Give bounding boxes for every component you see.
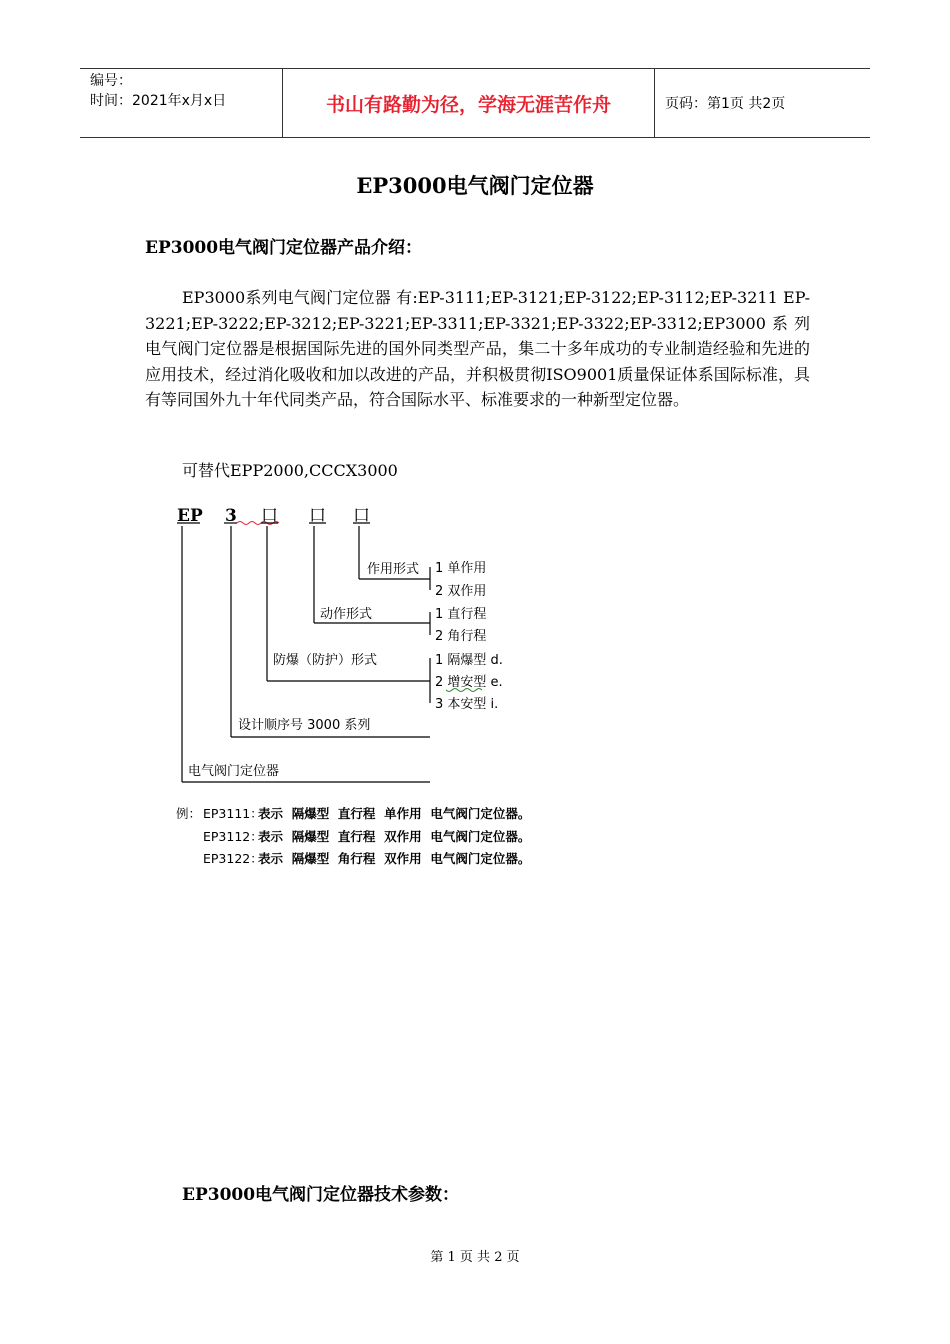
example-code-2: EP3112： xyxy=(203,829,263,844)
document-time-label: 时间：2021年x月x日 xyxy=(90,93,227,109)
page-footer: 第 1 页 共 2 页 xyxy=(430,1250,520,1265)
intro-heading: EP3000电气阀门定位器产品介绍： xyxy=(145,238,423,258)
model-code-diagram-svg xyxy=(170,500,550,875)
code-part-box-3: 口 xyxy=(353,506,370,526)
series-label: 设计顺序号 3000 系列 xyxy=(238,718,371,733)
option-linear-stroke: 1 直行程 xyxy=(435,607,487,622)
tech-params-heading: EP3000电气阀门定位器技术参数： xyxy=(182,1185,460,1205)
option-flameproof: 1 隔爆型 d. xyxy=(435,653,503,668)
code-part-series: 3 xyxy=(225,506,237,526)
example-code-1: EP3111： xyxy=(203,806,263,821)
header-motto: 书山有路勤为径，学海无涯苦作舟 xyxy=(282,69,655,137)
replacement-note: 可替代EPP2000,CCCX3000 xyxy=(182,461,398,480)
group-label-action-type: 作用形式 xyxy=(367,562,420,577)
document-title: EP3000电气阀门定位器 xyxy=(356,173,594,198)
example-code-3: EP3122： xyxy=(203,851,263,866)
document-number-label: 编号： xyxy=(90,73,132,89)
option-intrinsic-safety: 3 本安型 i. xyxy=(435,697,499,712)
group-label-explosion-type: 防爆（防护）形式 xyxy=(273,653,378,668)
intro-paragraph-text: EP3000系列电气阀门定位器 有:EP-3111;EP-3121;EP-3122;EP-3112;EP-3211 EP-3221;EP-3222;EP-3212;EP-3221;EP-3311;EP-3321;EP-3322;EP-3312;EP3000系列电气阀门定位器是根据国际先进的国外同类型产品，集二十多年成功的专业制造经验和先进的应用技术，经过消化吸收和加以改进的产品，并积极贯彻ISO9001质量保证体系国际标准，具有等同国外九十年代同类产品，符合国际水平、标准要求的一种新型定位器。 xyxy=(145,288,810,409)
header-meta xyxy=(80,69,282,137)
group-label-motion-type: 动作形式 xyxy=(320,607,373,622)
product-label: 电气阀门定位器 xyxy=(188,764,280,779)
page-header xyxy=(80,68,870,138)
example-text-2: 表示 隔爆型 直行程 双作用 电气阀门定位器。 xyxy=(258,829,531,844)
header-page-info: 页码：第1页 共2页 xyxy=(665,96,786,112)
option-double-acting: 2 双作用 xyxy=(435,584,487,599)
example-text-3: 表示 隔爆型 角行程 双作用 电气阀门定位器。 xyxy=(258,851,531,866)
example-text-1: 表示 隔爆型 直行程 单作用 电气阀门定位器。 xyxy=(258,806,531,821)
option-rotary-stroke: 2 角行程 xyxy=(435,629,487,644)
code-part-box-2: 口 xyxy=(309,506,326,526)
code-part-box-1: 口 xyxy=(261,506,278,526)
option-single-acting: 1 单作用 xyxy=(435,561,487,576)
intro-paragraph xyxy=(145,285,810,413)
model-code-diagram xyxy=(170,500,550,875)
example-prefix: 例： xyxy=(176,806,202,821)
option-increased-safety: 2 增安型 e. xyxy=(435,675,503,690)
code-part-ep: EP xyxy=(177,506,203,526)
